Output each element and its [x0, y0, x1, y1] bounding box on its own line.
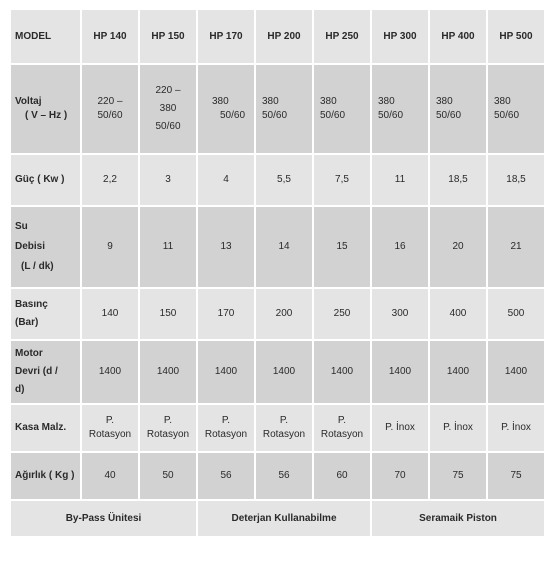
kasa-row: [11, 405, 544, 451]
model-hp200: HP 200: [256, 10, 312, 63]
kasa-value: Rotasyon: [320, 429, 364, 440]
debi-value: 14: [256, 207, 312, 287]
motor-value: 1400: [198, 341, 254, 403]
basinc-value: 250: [314, 289, 370, 339]
voltaj-label-line1: Voltaj: [15, 96, 42, 107]
basinc-value: 200: [256, 289, 312, 339]
voltaj-cell: [488, 65, 544, 153]
motor-value: 1400: [488, 341, 544, 403]
voltaj-value: 380: [378, 96, 395, 107]
kasa-value: P.: [337, 415, 347, 426]
kasa-value: P. İnox: [501, 422, 531, 433]
agirlik-value: 75: [488, 453, 544, 499]
agirlik-row: [11, 453, 544, 499]
kasa-value: P.: [279, 415, 289, 426]
voltaj-value: 380: [212, 96, 229, 107]
feature-bypass: By-Pass Ünitesi: [11, 501, 196, 536]
voltaj-cell: [198, 65, 254, 153]
voltaj-value: 380: [436, 96, 453, 107]
voltaj-value: 50/60: [262, 110, 288, 121]
spec-table: [9, 8, 545, 538]
voltaj-value: 50/60: [378, 110, 404, 121]
guc-value: 3: [140, 155, 196, 205]
voltaj-row: [11, 65, 544, 153]
motor-row: [11, 341, 544, 403]
guc-value: 7,5: [314, 155, 370, 205]
basinc-label: [11, 289, 80, 339]
debi-value: 21: [488, 207, 544, 287]
basinc-label-line1: Basınç: [15, 299, 48, 310]
voltaj-label-line2: ( V – Hz ): [25, 110, 68, 121]
kasa-value: P.: [105, 415, 115, 426]
kasa-value: P. İnox: [443, 422, 473, 433]
model-hp500: HP 500: [488, 10, 544, 63]
voltaj-cell: [256, 65, 312, 153]
kasa-cell: [198, 405, 254, 451]
voltaj-value: 50/60: [320, 110, 346, 121]
kasa-cell: [488, 405, 544, 451]
kasa-value: Rotasyon: [204, 429, 248, 440]
voltaj-value: 380: [159, 103, 177, 114]
debi-label-line2: Debisi: [15, 241, 46, 252]
voltaj-value: 50/60: [220, 110, 246, 121]
basinc-value: 300: [372, 289, 428, 339]
guc-value: 18,5: [488, 155, 544, 205]
voltaj-cell: [430, 65, 486, 153]
motor-value: 1400: [430, 341, 486, 403]
guc-value: 2,2: [82, 155, 138, 205]
voltaj-cell: [82, 65, 138, 153]
basinc-value: 150: [140, 289, 196, 339]
basinc-value: 170: [198, 289, 254, 339]
motor-value: 1400: [256, 341, 312, 403]
basinc-value: 140: [82, 289, 138, 339]
debi-label-line3: (L / dk): [21, 261, 54, 272]
debi-value: 11: [140, 207, 196, 287]
kasa-cell: [430, 405, 486, 451]
voltaj-value: 50/60: [155, 121, 181, 132]
kasa-cell: [314, 405, 370, 451]
motor-label-line2: Devri (d /: [15, 366, 58, 377]
guc-row: [11, 155, 544, 205]
debi-row: [11, 207, 544, 287]
agirlik-value: 56: [256, 453, 312, 499]
voltaj-value: 50/60: [97, 110, 123, 121]
kasa-value: P.: [221, 415, 231, 426]
model-hp140: HP 140: [82, 10, 138, 63]
basinc-label-line2: (Bar): [15, 317, 39, 328]
kasa-value: Rotasyon: [262, 429, 306, 440]
debi-value: 9: [82, 207, 138, 287]
agirlik-value: 70: [372, 453, 428, 499]
motor-label-line1: Motor: [15, 348, 43, 359]
kasa-label: Kasa Malz.: [11, 405, 80, 451]
voltaj-value: 380: [262, 96, 279, 107]
motor-value: 1400: [372, 341, 428, 403]
kasa-value: P. İnox: [385, 422, 415, 433]
debi-label-line1: Su: [15, 221, 28, 232]
voltaj-value: 380: [494, 96, 511, 107]
motor-label-line3: d): [15, 384, 25, 395]
voltaj-value: 220 –: [97, 96, 123, 107]
model-label: MODEL: [11, 10, 80, 63]
feature-seramik-piston: Seramaik Piston: [372, 501, 544, 536]
kasa-value: Rotasyon: [146, 429, 190, 440]
agirlik-value: 50: [140, 453, 196, 499]
agirlik-value: 60: [314, 453, 370, 499]
motor-value: 1400: [314, 341, 370, 403]
agirlik-label: Ağırlık ( Kg ): [11, 453, 80, 499]
feature-deterjan: Deterjan Kullanabilme: [198, 501, 370, 536]
agirlik-value: 75: [430, 453, 486, 499]
debi-value: 13: [198, 207, 254, 287]
spec-table-container: [11, 10, 533, 538]
kasa-cell: [372, 405, 428, 451]
debi-label: [11, 207, 80, 287]
kasa-cell: [140, 405, 196, 451]
guc-value: 11: [372, 155, 428, 205]
model-hp150: HP 150: [140, 10, 196, 63]
voltaj-value: 50/60: [494, 110, 520, 121]
model-hp400: HP 400: [430, 10, 486, 63]
motor-value: 1400: [82, 341, 138, 403]
agirlik-value: 56: [198, 453, 254, 499]
motor-label: [11, 341, 80, 403]
agirlik-value: 40: [82, 453, 138, 499]
model-hp170: HP 170: [198, 10, 254, 63]
kasa-cell: [82, 405, 138, 451]
basinc-value: 500: [488, 289, 544, 339]
kasa-value: P.: [163, 415, 173, 426]
basinc-row: [11, 289, 544, 339]
features-row: [11, 501, 544, 536]
voltaj-label: [11, 65, 80, 153]
kasa-cell: [256, 405, 312, 451]
guc-value: 5,5: [256, 155, 312, 205]
guc-value: 4: [198, 155, 254, 205]
debi-value: 16: [372, 207, 428, 287]
debi-value: 20: [430, 207, 486, 287]
header-row: [11, 10, 544, 63]
voltaj-value: 50/60: [436, 110, 462, 121]
model-hp300: HP 300: [372, 10, 428, 63]
voltaj-value: 380: [320, 96, 337, 107]
voltaj-cell: [372, 65, 428, 153]
kasa-value: Rotasyon: [88, 429, 132, 440]
voltaj-value: 220 –: [155, 85, 181, 96]
voltaj-cell: [140, 65, 196, 153]
voltaj-cell: [314, 65, 370, 153]
motor-value: 1400: [140, 341, 196, 403]
debi-value: 15: [314, 207, 370, 287]
guc-label: Güç ( Kw ): [11, 155, 80, 205]
guc-value: 18,5: [430, 155, 486, 205]
model-hp250: HP 250: [314, 10, 370, 63]
basinc-value: 400: [430, 289, 486, 339]
